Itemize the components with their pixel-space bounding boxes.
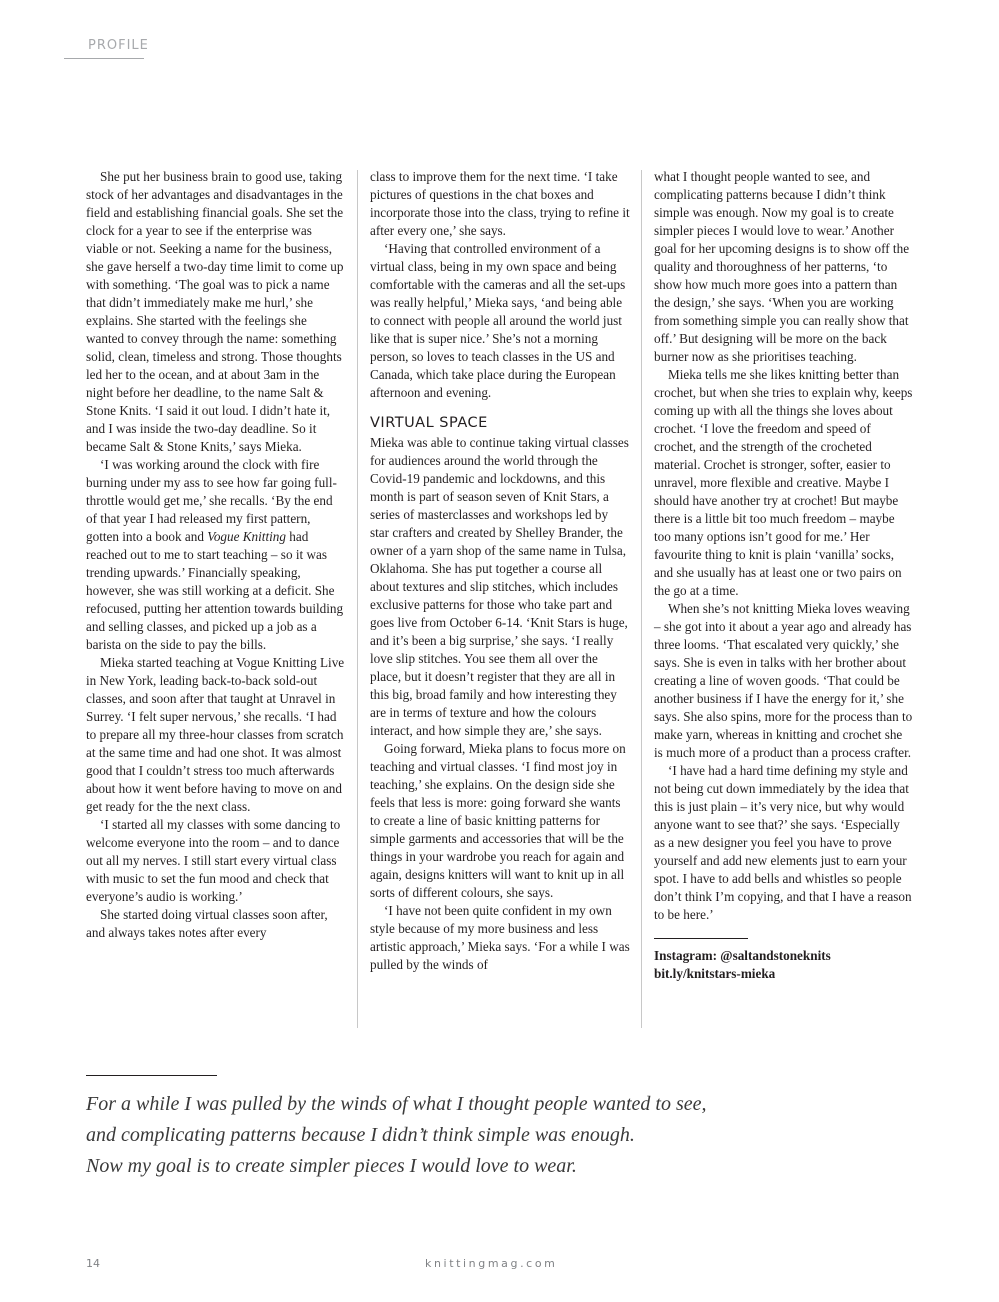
page-number: 14 <box>86 1257 100 1270</box>
article-column-1 <box>86 168 346 942</box>
pull-quote-rule <box>86 1075 217 1076</box>
paragraph: ‘Having that controlled environment of a virtual class, being in my own space and being comfortable with the cameras and all the set-ups was really helpful,’ Mieka says, ‘and being able to connect with people all around the world just like that is super nice.’ She’s not a morning person, so loves to teach classes in the US and Canada, which take place during the European afternoon and evening. <box>370 241 626 400</box>
paragraph <box>86 456 346 654</box>
paragraph: class to improve them for the next time. ‘I take pictures of questions in the chat boxes and incorporate those into the class, trying to refine it after every one,’ she says. <box>370 169 630 238</box>
paragraph-text: had reached out to me to start teaching – so it was trending upwards.’ Financially speaking, however, she was still working at a deficit. She refocused, putting her attention towards building and selling classes, and picked up a job as a barista on the side to pay the bills. <box>86 529 344 652</box>
paragraph: When she’s not knitting Mieka loves weaving – she got into it about a year ago and already has three looms. ‘That escalated very quickly,’ she says. She is even in talks with her brother about creating a line of woven goods. ‘That could be another business if I have the energy for it,’ she says. She also spins, more for the process than to make yarn, whereas in knitting and crochet she is much more of a product than a process crafter. <box>654 601 913 760</box>
paragraph: Mieka was able to continue taking virtual classes for audiences around the world through the Covid-19 pandemic and lockdowns, and this month is part of season seven of Knit Stars, a series of masterclasses and workshops led by star crafters and created by Shelley Brander, the owner of a yarn shop of the same name in Tulsa, Oklahoma. She has put together a course all about textures and slip stitches, which includes exclusive patterns for those who take part and goes live from October 6-14. ‘Knit Stars is huge, and it’s been a big surprise,’ she says. ‘I really love slip stitches. You see them all over the place, but it doesn’t register that they are all in this big, broad family and how interesting they are in terms of texture and how the colours interact, and how simple they are,’ she says. <box>370 435 629 738</box>
link-credit: bit.ly/knitstars-mieka <box>654 966 776 981</box>
pull-quote <box>86 1089 916 1182</box>
article-column-3 <box>654 168 914 983</box>
credit-divider <box>654 938 748 939</box>
site-url: knittingmag.com <box>425 1257 558 1270</box>
paragraph: ‘I have had a hard time defining my style and not being cut down immediately by the idea that this is just plain – it’s very nice, but why would anyone want to see that?’ she says. ‘Especially as a new designer you feel you have to prove yourself and add new elements just to earn your spot. I have to add bells and whistles so people don’t think I’m copying, and that I have a reason to be here.’ <box>654 763 912 922</box>
pull-quote-line: Now my goal is to create simpler pieces I would love to wear. <box>86 1155 577 1177</box>
paragraph-text: ‘I was working around the clock with fire burning under my ass to see how far going full-throttle would get me,’ she recalls. ‘By the end of that year I had released my first pattern, gotten into a book and <box>86 457 337 544</box>
paragraph: ‘I started all my classes with some dancing to welcome everyone into the room – and to dance out all my nerves. I still start every virtual class with music to set the fun mood and check that everyone’s audio is working.’ <box>86 817 341 904</box>
article-column-2 <box>370 168 630 974</box>
paragraph: Mieka started teaching at Vogue Knitting Live in New York, leading back-to-back sold-out classes, and soon after that taught at Unravel in Surrey. ‘I felt super nervous,’ she recalls. ‘I had to prepare all my three-hour classes from scratch at the same time and had one shot. It was almost good that I couldn’t stress too much afterwards about how it went before having to move on and get ready for the the next class. <box>86 655 345 814</box>
paragraph: Going forward, Mieka plans to focus more on teaching and virtual classes. ‘I find most joy in teaching,’ she explains. On the design side she feels that less is more: going forward she wants to create a line of basic knitting patterns for simple garments and accessories that will be the things in your wardrobe you reach for again and again, designs knitters will want to knit up in all sorts of different colours, she says. <box>370 741 626 900</box>
section-subheading: VIRTUAL SPACE <box>370 415 488 431</box>
column-divider <box>641 170 642 1028</box>
section-label: PROFILE <box>64 38 144 59</box>
paragraph: Mieka tells me she likes knitting better than crochet, but when she tries to explain why, keeps coming up with all the things she loves about crochet. ‘I love the freedom and speed of crochet, and the strength of the crocheted material. Crochet is stronger, softer, easier to unravel, more flexible and creative. Maybe I should have another try at crochet! But maybe there is a little bit too much freedom – maybe too many options isn’t good for me.’ Her favourite thing to knit is plain ‘vanilla’ socks, and she usually has at least one or two pairs on the go at a time. <box>654 367 913 598</box>
paragraph: She put her business brain to good use, taking stock of her advantages and disadvantages in the field and establishing financial goals. She set the clock for a year to see if the enterprise was viable or not. Seeking a name for the business, she gave herself a two-day time limit to come up with something. ‘The goal was to pick a name that didn’t immediately make me hurl,’ she explains. She started with the feelings she wanted to convey through the name: something solid, clean, timeless and strong. Those thoughts led her to the ocean, and at about 3am in the night before her deadline, to the name Salt & Stone Knits. ‘I said it out loud. I didn’t hate it, and I was inside the two-day deadline. So it became Salt & Stone Knits,’ says Mieka. <box>86 169 344 454</box>
publication-name: Vogue Knitting <box>207 529 286 544</box>
column-divider <box>357 170 358 1028</box>
paragraph: ‘I have not been quite confident in my own style because of my more business and less artistic approach,’ Mieka says. ‘For a while I was pulled by the winds of <box>370 903 630 972</box>
instagram-credit: Instagram: @saltandstoneknits <box>654 948 831 963</box>
paragraph: what I thought people wanted to see, and complicating patterns because I didn’t think simple was enough. Now my goal is to create simpler pieces I would love to wear.’ Another goal for her upcoming designs is to show off the quality and thoroughness of her patterns, ‘to show how much more goes into a pattern than the design,’ she says. ‘When you are working from something simple you can really show that off.’ But designing will be more on the back burner now as she prioritises teaching. <box>654 169 910 364</box>
pull-quote-line: For a while I was pulled by the winds of what I thought people wanted to see, <box>86 1093 707 1115</box>
paragraph: She started doing virtual classes soon after, and always takes notes after every <box>86 907 328 940</box>
pull-quote-line: and complicating patterns because I didn’t think simple was enough. <box>86 1124 635 1146</box>
